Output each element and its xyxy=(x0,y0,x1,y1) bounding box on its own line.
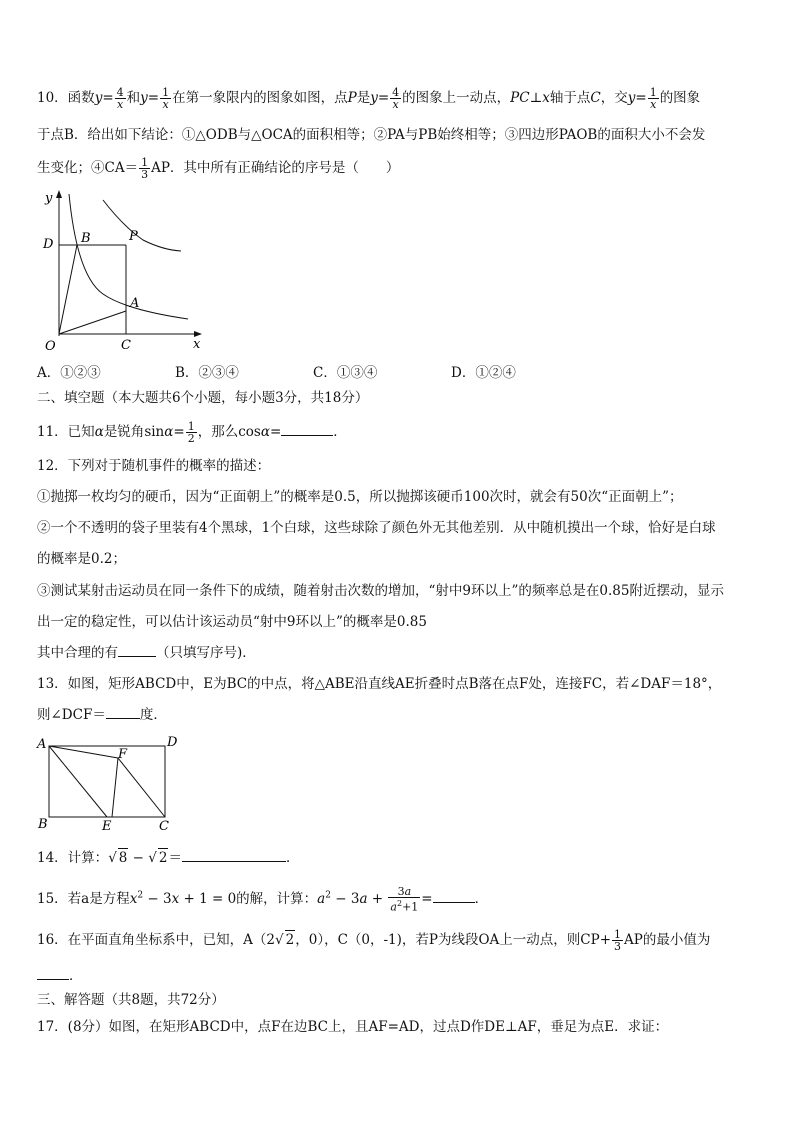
fig13-label-A: A xyxy=(37,737,47,752)
option-b: B．②③④ xyxy=(175,365,239,381)
q13-line2: 则∠DCF＝ 度． xyxy=(37,707,167,723)
answer-blank[interactable] xyxy=(433,890,475,903)
q12-statement-2a: ②一个不透明的袋子里装有4个黑球，1个白球，这些球除了颜色外无其他差别．从中随机摸出一个球，恰好是白球 xyxy=(37,520,716,536)
fig13-label-F: F xyxy=(118,747,128,762)
fig10-label-x: x xyxy=(193,337,201,352)
section-3-heading: 三、解答题（共8题，共72分） xyxy=(37,992,225,1008)
answer-blank[interactable] xyxy=(118,644,156,657)
q10-figure xyxy=(33,186,213,356)
option-c: C．①③④ xyxy=(313,365,378,381)
q12-statement-3a: ③测试某射击运动员在同一条件下的成绩，随着射击次数的增加，“射中9环以上”的频率总是在0.85附近摆动，显示 xyxy=(37,583,724,599)
fig13-label-D: D xyxy=(167,735,178,750)
q11: 11．已知α是锐角sinα= $\frac{1}{2}$ ，那么cosα= ． xyxy=(37,420,347,445)
q14: 14．计算：√ 8 − √ 2＝ ． xyxy=(37,850,300,866)
q17: 17．(8分）如图，在矩形ABCD中，点F在边BC上，且AF=AD，过点D作DE⊥AF，垂足为点E．求证： xyxy=(37,1019,669,1035)
q12-statement-2b: 的概率是0.2； xyxy=(37,551,126,567)
q16-line1: 16．在平面直角坐标系中，已知，A（2√ 2，0），C（0，-1)，若P为线段OA上一动点，则CP+ $\frac{1}{3}$ AP的最小值为 xyxy=(37,928,711,953)
fig13-label-E: E xyxy=(102,819,112,834)
q10-line1: 10．函数y= $\frac{4}{x}$ 和y= $\frac{1}{x}$ 在第一象限内的图象如图，点P是y= $\frac{4}{x}$ 的图象上一动点，PC⊥x轴于点C，交y= $\frac{1}{x}$ 的图象 xyxy=(37,86,701,111)
q13-figure xyxy=(34,734,184,834)
q15: 15．若a是方程$x^2 - 3x + 1 = 0$的解，计算：$a^2 - 3a$ + $\frac{3a}{a^2+1}$ = ． xyxy=(37,885,489,914)
fig10-label-y: y xyxy=(45,191,53,206)
fig10-label-P: P xyxy=(129,229,138,244)
fig10-label-O: O xyxy=(45,339,56,354)
fig13-label-B: B xyxy=(38,817,48,832)
fig13-label-C: C xyxy=(159,819,169,834)
q12-answer: 其中合理的有 （只填写序号)． xyxy=(37,645,256,661)
fig10-label-C: C xyxy=(121,338,131,353)
answer-blank[interactable] xyxy=(37,967,69,980)
answer-blank[interactable] xyxy=(182,849,286,862)
option-d: D．①②④ xyxy=(451,365,516,381)
fig10-label-A: A xyxy=(130,296,140,311)
answer-blank[interactable] xyxy=(281,423,333,436)
q16-line2: ． xyxy=(37,967,754,985)
q10-line3: 生变化；④CA＝ $\frac{1}{3}$ AP．其中所有正确结论的序号是（ ） xyxy=(37,156,400,181)
q12-statement-3b: 出一定的稳定性，可以估计该运动员“射中9环以上”的概率是0.85 xyxy=(37,614,427,630)
q12-title: 12．下列对于随机事件的概率的描述： xyxy=(37,458,271,474)
q10-options xyxy=(37,364,754,382)
fig10-label-D: D xyxy=(43,237,54,252)
option-a: A．①②③ xyxy=(37,365,101,381)
q12-statement-1: ①抛掷一枚均匀的硬币，因为“正面朝上”的概率是0.5，所以抛掷该硬币100次时，就会有50次“正面朝上”； xyxy=(37,489,683,505)
q13-line1: 13．如图，矩形ABCD中，E为BC的中点，将△ABE沿直线AE折叠时点B落在点F处，连接FC，若∠DAF＝18°， xyxy=(37,676,722,692)
section-2-heading: 二、填空题（本大题共6个小题，每小题3分，共18分） xyxy=(37,390,369,406)
q10-line2: 于点B．给出如下结论：①△ODB与△OCA的面积相等；②PA与PB始终相等；③四边形PAOB的面积大小不会发 xyxy=(37,127,706,143)
fig10-label-B: B xyxy=(81,231,91,246)
answer-blank[interactable] xyxy=(106,706,140,719)
